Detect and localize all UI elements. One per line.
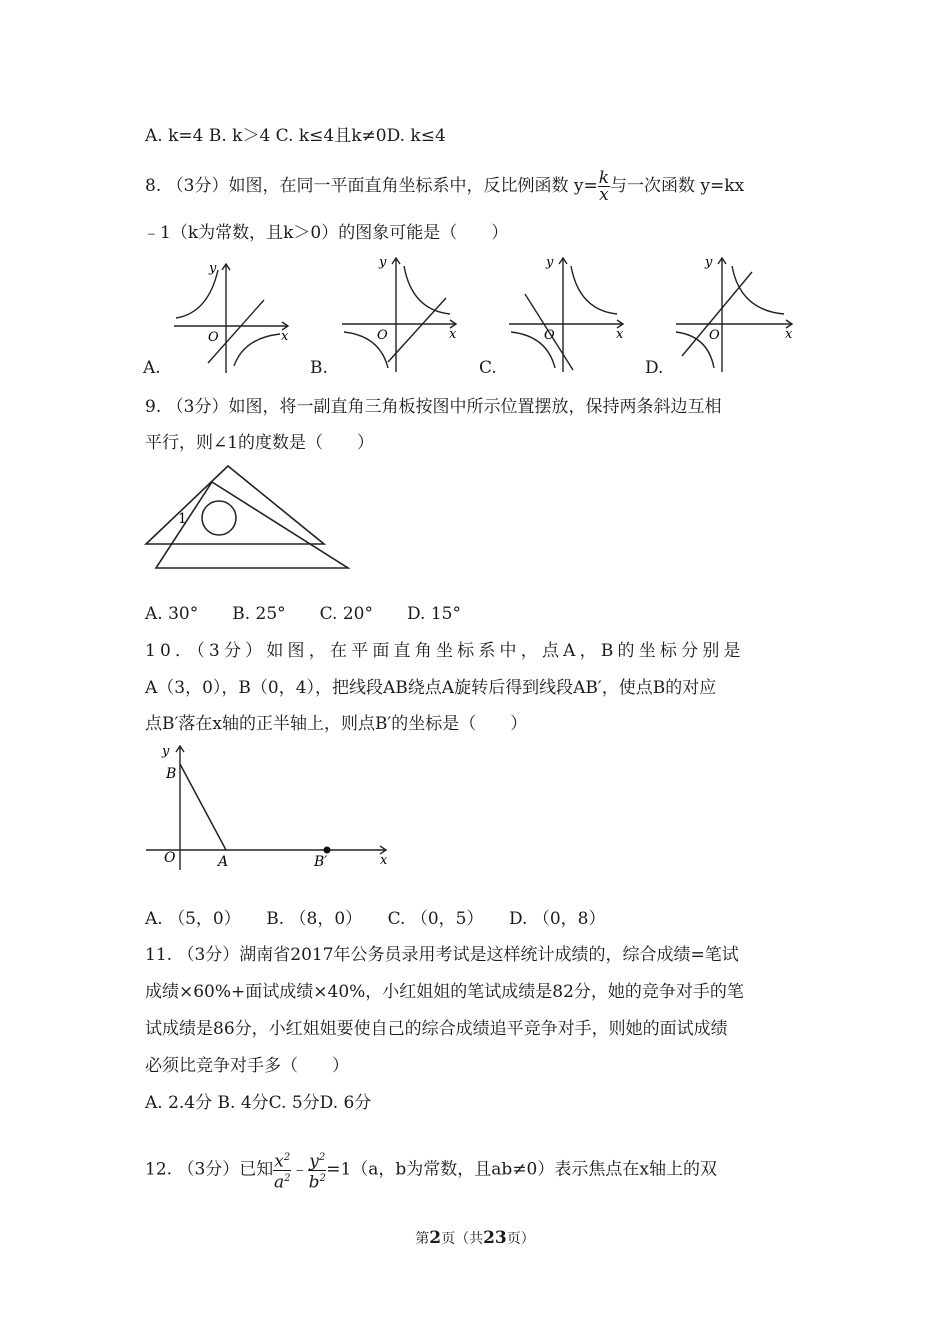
page-number: 2: [429, 1228, 442, 1248]
q10-line2: A（3，0），B（0，4），把线段AB绕点A旋转后得到线段AB′，使点B的对应: [145, 678, 717, 698]
q12-suffix: =1（a，b为常数，且ab≠0）表示焦点在x轴上的双: [326, 1159, 717, 1180]
q11-line2: 成绩×60%+面试成绩×40%，小红姐姐的笔试成绩是82分，她的竞争对手的笔: [145, 982, 744, 1002]
y-label: y: [705, 255, 713, 270]
q9-line2: 平行，则∠1的度数是（ ）: [145, 433, 375, 453]
q8-graph-a: [168, 258, 293, 378]
origin-label: O: [544, 328, 555, 343]
q12-fraction-x: $\frac{x^2}{a^2}$: [273, 1151, 291, 1193]
q9-triangles-figure: [140, 460, 360, 575]
origin-label: O: [208, 330, 219, 345]
q8-graph-b: [336, 252, 461, 377]
q11-line3: 试成绩是86分，小红姐姐要使自己的综合成绩追平竞争对手，则她的面试成绩: [145, 1019, 728, 1039]
q12-fraction-y: $\frac{y^2}{b^2}$: [308, 1151, 326, 1193]
q10-options: A. （5，0） B. （8，0） C. （0，5） D. （0，8）: [145, 909, 606, 929]
q8-line1: [145, 170, 744, 203]
x-label: x: [449, 327, 457, 342]
q9-options: A. 30° B. 25° C. 20° D. 15°: [145, 604, 461, 624]
q11-line4: 必须比竞争对手多（ ）: [145, 1056, 349, 1076]
point-a-label: A: [218, 854, 229, 870]
q12-minus: ﹣: [291, 1159, 309, 1180]
x-label: x: [785, 327, 793, 342]
page-total: 23: [483, 1228, 507, 1248]
x-label: x: [616, 327, 624, 342]
q8-text-prefix: 8. （3分）如图，在同一平面直角坐标系中，反比例函数 y=: [145, 176, 598, 196]
origin-label: O: [377, 328, 388, 343]
q10-line1: 10．（3分）如图，在平面直角坐标系中，点A，B的坐标分别是: [145, 641, 745, 661]
x-label: x: [281, 329, 289, 344]
q11-options: A. 2.4分 B. 4分C. 5分D. 6分: [145, 1093, 372, 1113]
q10-coordinate-figure: [140, 740, 395, 875]
q8-option-c: C.: [479, 358, 497, 378]
q8-option-a: A.: [143, 358, 161, 378]
angle-label: 1: [178, 511, 187, 527]
q8-text-suffix: 与一次函数 y=kx: [610, 176, 745, 196]
origin-label: O: [709, 328, 720, 343]
q8-graph-c: [503, 252, 628, 377]
point-b-label: B: [166, 766, 177, 782]
y-label: y: [379, 255, 387, 270]
point-b-prime-label: B′: [314, 854, 328, 870]
y-label: y: [162, 744, 170, 759]
q8-option-d: D.: [645, 358, 664, 378]
q12-line1: [145, 1150, 717, 1193]
origin-label: O: [164, 850, 176, 866]
q8-graph-d: [672, 252, 797, 377]
page-footer: 第2页（共23页）: [415, 1228, 535, 1248]
y-label: y: [209, 261, 217, 276]
q8-fraction: $\frac{k}{x}$: [598, 168, 610, 205]
q10-line3: 点B′落在x轴的正半轴上，则点B′的坐标是（ ）: [145, 714, 528, 734]
q9-line1: 9. （3分）如图，将一副直角三角板按图中所示位置摆放，保持两条斜边互相: [145, 397, 722, 417]
point-b-prime: [324, 847, 331, 854]
q8-line2: ﹣1（k为常数，且k＞0）的图象可能是（ ）: [143, 223, 509, 243]
q7-options: A. k=4 B. k＞4 C. k≤4且k≠0D. k≤4: [145, 126, 446, 146]
q11-line1: 11. （3分）湖南省2017年公务员录用考试是这样统计成绩的，综合成绩=笔试: [145, 945, 739, 965]
x-label: x: [380, 853, 388, 868]
q12-prefix: 12. （3分）已知: [145, 1159, 274, 1180]
q8-option-b: B.: [310, 358, 328, 378]
y-label: y: [546, 255, 554, 270]
